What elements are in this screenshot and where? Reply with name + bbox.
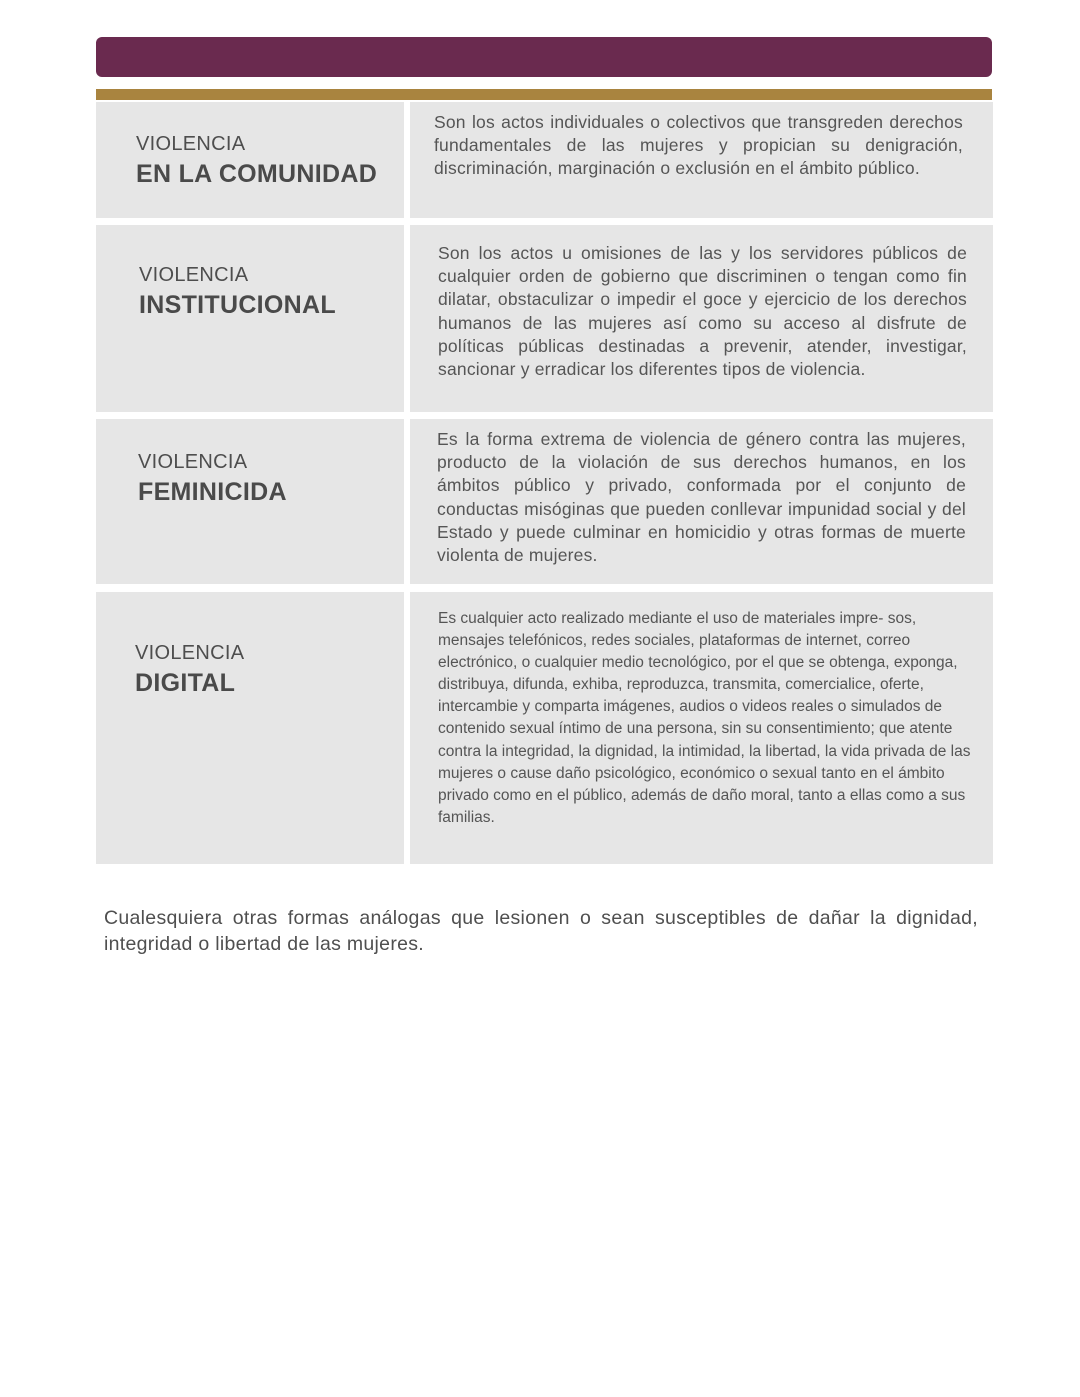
term-description: Son los actos u omisiones de las y los servidores públicos de cualquier orden de gobierno que discriminen o tengan como fin dilatar, obstaculizar o impedir el goce y ejercicio de los derechos humanos de las mujeres así como su acceso al disfrute de políticas públicas destinadas a prevenir, atender, investigar, sancionar y erradicar los diferentes tipos de violencia. — [438, 243, 967, 380]
term-kicker: VIOLENCIA — [135, 642, 245, 664]
term-label — [139, 265, 336, 318]
term-cell — [96, 102, 404, 218]
violence-row-feminicida — [96, 419, 993, 584]
term-title: FEMINICIDA — [138, 478, 287, 506]
term-label — [138, 452, 287, 505]
term-kicker: VIOLENCIA — [139, 264, 249, 286]
violence-row-institucional — [96, 225, 993, 412]
term-title: EN LA COMUNIDAD — [136, 160, 378, 188]
term-title: DIGITAL — [135, 669, 236, 697]
description-cell — [410, 592, 993, 864]
gold-divider — [96, 89, 992, 100]
term-label — [136, 134, 377, 187]
violence-row-digital — [96, 592, 993, 864]
header-bar — [96, 37, 992, 77]
term-description: Es la forma extrema de violencia de género contra las mujeres, producto de la violación de sus derechos humanos, en los ámbitos público y privado, conformada por el conjunto de conductas misóginas que pueden conllevar impunidad social y del Estado y puede culminar en homicidio y otras formas de muerte violenta de mujeres. — [437, 429, 966, 566]
term-cell — [96, 592, 404, 864]
description-cell — [410, 419, 993, 584]
term-cell — [96, 225, 404, 412]
description-cell — [410, 102, 993, 218]
term-description: Son los actos individuales o colectivos que transgreden derechos fundamentales de las mujeres y propician su denigración, discriminación, marginación o exclusión en el ámbito público. — [434, 112, 963, 179]
term-label — [135, 643, 244, 696]
term-kicker: VIOLENCIA — [136, 133, 246, 155]
closing-paragraph: Cualesquiera otras formas análogas que lesionen o sean susceptibles de dañar la dignidad, integridad o libertad de las mujeres. — [104, 907, 978, 955]
term-kicker: VIOLENCIA — [138, 451, 248, 473]
term-title: INSTITUCIONAL — [139, 291, 336, 319]
description-cell — [410, 225, 993, 412]
term-description: Es cualquier acto realizado mediante el uso de materiales impre- sos, mensajes telefónicos, redes sociales, plataformas de internet, correo electrónico, o cualquier medio tecnológico, por el que se obtenga, exponga, distribuya, difunda, exhiba, reproduzca, transmita, comercialice, oferte, intercambie y comparta imágenes, audios o videos reales o simulados de contenido sexual íntimo de una persona, sin su consentimiento; que atente contra la integridad, la dignidad, la intimidad, la libertad, la vida privada de las mujeres o cause daño psicológico, económico o sexual tanto en el ámbito privado como en el público, además de daño moral, tanto a ellas como a sus familias. — [438, 610, 971, 826]
term-cell — [96, 419, 404, 584]
violence-row-comunidad — [96, 102, 993, 218]
